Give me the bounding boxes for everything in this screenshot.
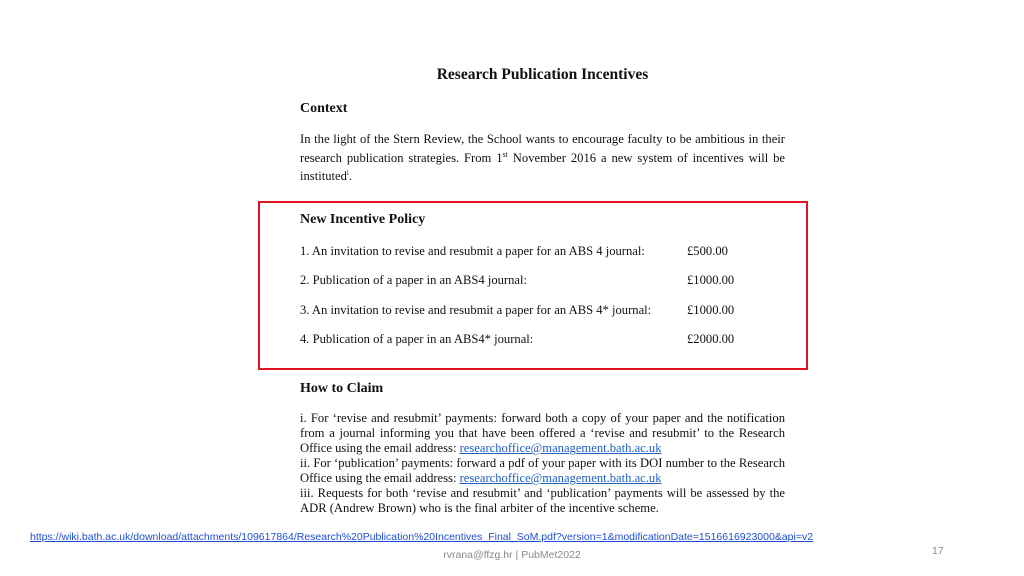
claim-heading: How to Claim [300,381,384,396]
policy-item-amount: £1000.00 [687,303,735,317]
context-line: research publication strategies. From 1st November 2016 a new system of incentives will be [300,150,785,166]
policy-heading: New Incentive Policy [300,212,426,227]
context-paragraph [300,132,785,184]
policy-item-amount: £1000.00 [687,273,735,287]
policy-item-label: 1. An invitation to revise and resubmit a paper for an ABS 4 journal: [300,244,645,258]
policy-item-amount: £2000.00 [687,332,735,346]
email-link[interactable]: researchoffice@management.bath.ac.uk [459,471,662,485]
slide-footer: rvrana@ffzg.hr | PubMet2022 [443,549,581,561]
context-line: instituted$^i$. [300,169,352,184]
policy-item-amount: £500.00 [687,244,728,258]
policy-item-label: 3. An invitation to revise and resubmit a paper for an ABS 4* journal: [300,303,652,317]
claim-line: from a journal informing you that have been offered a ‘revise and resubmit’ to the Research [300,426,785,440]
policy-item-label: 2. Publication of a paper in an ABS4 journal: [300,273,528,287]
claim-line: Office using the email address: researchoffice@management.bath.ac.uk [300,471,662,485]
claim-paragraph [300,411,785,516]
claim-line: iii. Requests for both ‘revise and resubmit’ and ‘publication’ payments will be assessed by the [300,486,785,500]
claim-line: Office using the email address: researchoffice@management.bath.ac.uk [300,441,662,455]
context-line: In the light of the Stern Review, the School wants to encourage faculty to be ambitious in their [300,132,785,146]
claim-line: ii. For ‘publication’ payments: forward a pdf of your paper with its DOI number to the Research [300,456,785,470]
source-link[interactable]: https://wiki.bath.ac.uk/download/attachments/109617864/Research%20Publication%20Incentives_Final_SoM.pdf?version=1&modificationDate=1516616923000&api=v2 [30,531,814,543]
context-heading: Context [300,101,348,116]
document-title: Research Publication Incentives [436,66,649,83]
policy-item-label: 4. Publication of a paper in an ABS4* journal: [300,332,534,346]
claim-line: ADR (Andrew Brown) who is the final arbiter of the incentive scheme. [300,501,659,515]
page-number: 17 [932,545,944,557]
email-link[interactable]: researchoffice@management.bath.ac.uk [459,441,662,455]
claim-line: i. For ‘revise and resubmit’ payments: forward both a copy of your paper and the notification [300,411,785,425]
